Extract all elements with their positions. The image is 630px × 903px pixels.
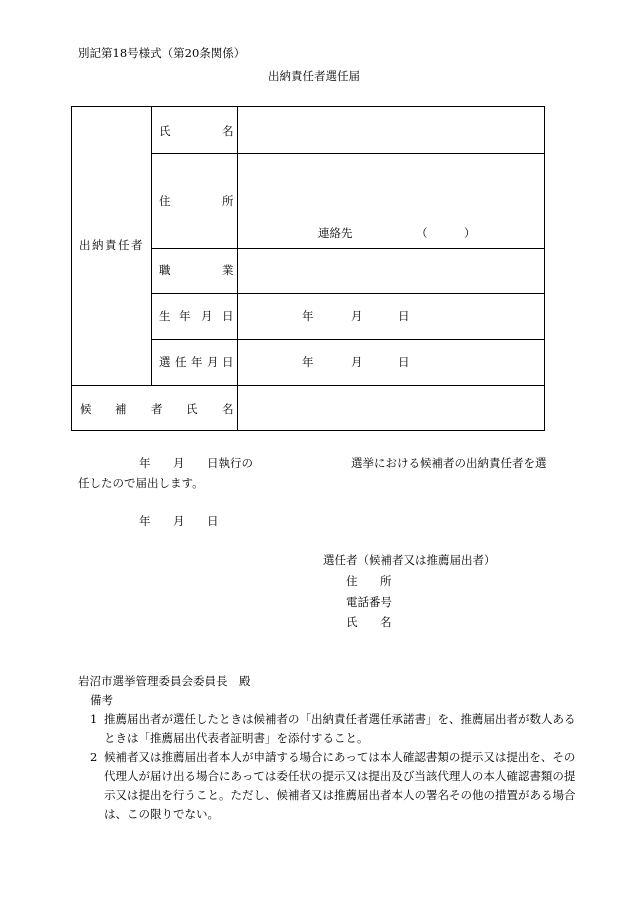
remarks-list (78, 710, 578, 824)
appointment-day-unit: 日 (398, 355, 410, 369)
address-field[interactable] (247, 162, 537, 222)
appointment-label-4: 月 (207, 355, 219, 369)
submission-day: 日 (207, 514, 219, 528)
remark-text: 推薦届出者が選任したときは候補者の「出納責任者選任承諾書」を、推薦届出者が数人あるときは「推薦届出代表者証明書」を添付すること。 (104, 712, 576, 745)
page-title: 出納責任者選任届 (268, 69, 360, 83)
appointer-address-2: 所 (380, 574, 392, 588)
remark-number: 1 (90, 712, 98, 726)
row-divider (151, 293, 545, 294)
birthdate-month-unit: 月 (351, 309, 363, 323)
appointment-label-1: 選 (159, 355, 171, 369)
appointment-month-unit: 月 (351, 355, 363, 369)
address-label-1: 住 (159, 194, 171, 208)
candidate-label-5: 名 (222, 402, 234, 416)
addressee: 岩沼市選挙管理委員会委員長 殿 (78, 674, 251, 688)
remark-item (78, 710, 578, 748)
appointer-heading: 選任者（候補者又は推薦届出者） (323, 553, 496, 567)
candidate-label-2: 補 (115, 402, 127, 416)
occupation-label-2: 業 (222, 263, 234, 277)
contact-label: 連絡先 (318, 226, 353, 240)
contact-paren-close: ） (464, 226, 476, 240)
row-divider (72, 385, 545, 386)
form-number: 別記第18号様式（第20条関係） (78, 46, 246, 60)
occupation-field[interactable] (247, 257, 537, 285)
appointer-address-1: 住 (346, 574, 358, 588)
appointer-phone: 電話番号 (346, 595, 392, 609)
form-table (71, 106, 545, 431)
statement-election-suffix: 選挙における候補者の出納責任者を選 (351, 456, 547, 470)
birthdate-year-unit: 年 (302, 309, 314, 323)
appointment-label-3: 年 (191, 355, 203, 369)
statement-day-held: 日執行の (207, 456, 253, 470)
remark-number: 2 (90, 750, 98, 764)
contact-paren-open: （ (416, 226, 428, 240)
remark-text: 候補者又は推薦届出者本人が申請する場合にあっては本人確認書類の提示又は提出を、その代理人が届け出る場合にあっては委任状の提示又は提出及び当該代理人の本人確認書類の提示又は提出を行うこと。ただし、候補者又は推薦届出者本人の署名その他の措置がある場合は、この限りでない。 (104, 750, 576, 821)
remarks-heading: 備考 (90, 693, 113, 707)
column-divider (151, 107, 152, 385)
name-label-2: 名 (222, 124, 234, 138)
birthdate-label-3: 月 (201, 309, 213, 323)
occupation-label-1: 職 (159, 263, 171, 277)
birthdate-label-4: 日 (222, 309, 234, 323)
column-divider (237, 107, 238, 431)
statement-year: 年 (139, 456, 151, 470)
section-label: 出納責任者 (79, 238, 144, 252)
submission-year: 年 (139, 514, 151, 528)
statement-month: 月 (173, 456, 185, 470)
candidate-label-4: 氏 (186, 402, 198, 416)
birthdate-label-1: 生 (159, 309, 171, 323)
appointment-year-unit: 年 (302, 355, 314, 369)
statement-line-2: 任したので届出します。 (78, 476, 204, 490)
appointment-label-5: 日 (222, 355, 234, 369)
appointer-name-1: 氏 (346, 615, 358, 629)
birthdate-day-unit: 日 (398, 309, 410, 323)
candidate-name-field[interactable] (247, 395, 537, 423)
appointment-label-2: 任 (175, 355, 187, 369)
row-divider (151, 153, 545, 154)
name-label-1: 氏 (159, 124, 171, 138)
appointer-name-2: 名 (380, 615, 392, 629)
birthdate-label-2: 年 (179, 309, 191, 323)
candidate-label-1: 候 (80, 402, 92, 416)
submission-month: 月 (173, 514, 185, 528)
address-label-2: 所 (222, 194, 234, 208)
name-field[interactable] (247, 119, 537, 145)
row-divider (151, 339, 545, 340)
candidate-label-3: 者 (151, 402, 163, 416)
row-divider (151, 248, 545, 249)
remark-item (78, 748, 578, 824)
